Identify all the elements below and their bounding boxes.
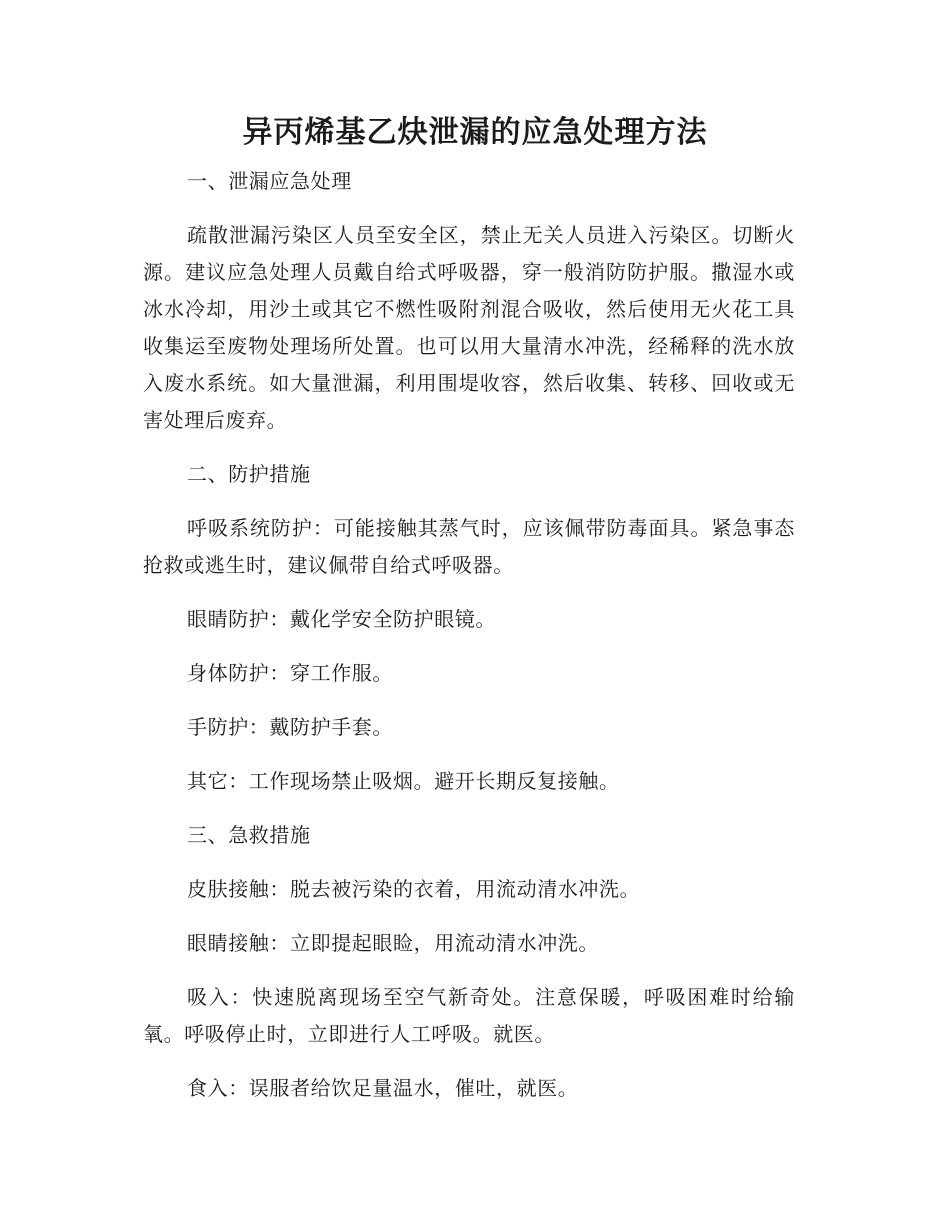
paragraph-body-protection: 身体防护：穿工作服。	[187, 661, 393, 685]
paragraph-respiratory-protection: 呼吸系统防护：可能接触其蒸气时，应该佩带防毒面具。紧急事态抢救或逃生时，建议佩带自给式呼吸器。	[143, 516, 795, 577]
document-body	[143, 163, 795, 1124]
paragraph-eye-contact: 眼睛接触：立即提起眼睑，用流动清水冲洗。	[187, 931, 599, 955]
paragraph-ingestion: 食入：误服者给饮足量温水，催吐，就医。	[187, 1076, 579, 1100]
section-heading-protection: 二、防护措施	[187, 462, 311, 486]
section-heading-first-aid: 三、急救措施	[187, 823, 311, 847]
paragraph-inhalation: 吸入：快速脱离现场至空气新奇处。注意保暖，呼吸困难时给输氧。呼吸停止时，立即进行人工呼吸。就医。	[143, 985, 795, 1046]
paragraph-hand-protection: 手防护：戴防护手套。	[187, 715, 393, 739]
document-title: 异丙烯基乙炔泄漏的应急处理方法	[242, 115, 708, 150]
paragraph-other-protection: 其它：工作现场禁止吸烟。避开长期反复接触。	[187, 769, 620, 793]
paragraph-eye-protection: 眼睛防护：戴化学安全防护眼镜。	[187, 607, 496, 631]
paragraph-leak-response: 疏散泄漏污染区人员至安全区，禁止无关人员进入污染区。切断火源。建议应急处理人员戴自给式呼吸器，穿一般消防防护服。撒湿水或冰水冷却，用沙土或其它不燃性吸附剂混合吸收，然后使用无火花工具收集运至废物处理场所处置。也可以用大量清水冲洗，经稀释的洗水放入废水系统。如大量泄漏，利用围堤收容，然后收集、转移、回收或无害处理后废弃。	[143, 223, 795, 432]
section-heading-leak-response: 一、泄漏应急处理	[187, 169, 352, 193]
paragraph-skin-contact: 皮肤接触：脱去被污染的衣着，用流动清水冲洗。	[187, 877, 641, 901]
